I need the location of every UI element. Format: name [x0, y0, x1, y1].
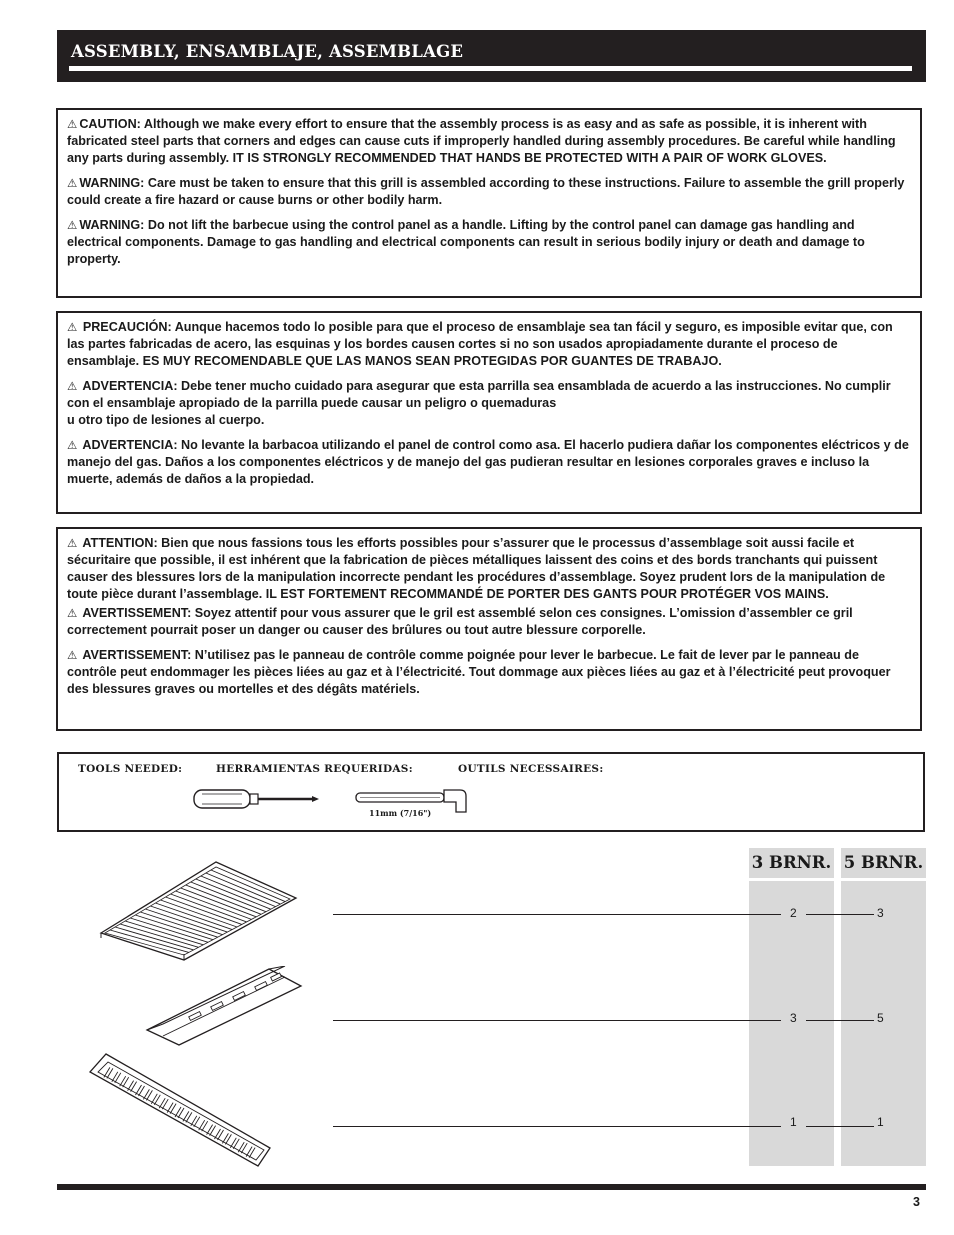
warning-box-spanish [56, 311, 922, 514]
column-header-5-burner: 5 BRNR. [841, 848, 926, 878]
qty-3-burner: 3 [790, 1011, 797, 1025]
warning-triangle-icon: ⚠ [67, 176, 78, 190]
warning-triangle-icon: ⚠ [67, 536, 78, 550]
caution-paragraph: ⚠ CAUTION: Although we make every effort to ensure that the assembly process is as easy and as safe as possible, it is inherent with fabricated steel parts that corners and edges can cause cuts if improperly handled during assembly procedures. Be careful while handling any parts during assembly. IT IS STRONGLY RECOMMENDED THAT HANDS BE PROTECTED WITH A PAIR OF WORK GLOVES. [67, 117, 896, 165]
qty-3-burner: 2 [790, 906, 797, 920]
leader-line [333, 1126, 781, 1127]
screwdriver-icon [192, 786, 322, 814]
page-number: 3 [913, 1195, 920, 1209]
attention-paragraph: ⚠ ATTENTION: Bien que nous fassions tous les efforts possibles pour s’assurer que le processus d’assemblage soit aussi facile et sécuritaire que possible, il est inhérent que la fabrication de pièces métalliques laissent des coins et des bords tranchants qui puissent causer des blessures lors de la manipulation incorrecte pendant les procédures d’assemblage. Soyez prudent lors de la manipulation de toute pièce durant l’assemblage. IL EST FORTEMENT RECOMMANDÉ DE PORTER DES GANTS POUR PROTÉGER VOS MAINS. [67, 536, 886, 601]
precaucion-paragraph: ⚠ PRECAUCIÓN: Aunque hacemos todo lo posible para que el proceso de ensamblaje sea tan fácil y seguro, es imposible evitar que, con las partes fabricadas de acero, las esquinas y los bordes causen cortes si no son usados apropiadamente durante el proceso de ensamblaje. ES MUY RECOMENDABLE QUE LAS MANOS SEAN PROTEGIDAS POR GUANTES DE TRABAJO. [67, 320, 893, 368]
column-header-3-burner: 3 BRNR. [749, 848, 834, 878]
tools-label-fr: OUTILS NECESSAIRES: [458, 763, 604, 775]
warning-triangle-icon: ⚠ [67, 606, 78, 620]
qty-5-burner: 1 [877, 1115, 884, 1129]
footer-rule [57, 1184, 926, 1190]
header-rule [69, 66, 912, 71]
warning-box-english [56, 108, 922, 298]
warning-triangle-icon: ⚠ [67, 218, 78, 232]
qty-5-burner: 3 [877, 906, 884, 920]
warning-paragraph: ⚠ WARNING: Do not lift the barbecue using the control panel as a handle. Lifting by the control panel can damage gas handling and electrical components. Damage to gas handling and electrical components can result in serious bodily injury or death and damage to property. [67, 218, 865, 266]
warning-triangle-icon: ⚠ [67, 438, 78, 452]
advertencia-paragraph: ⚠ ADVERTENCIA: Debe tener mucho cuidado para asegurar que esta parrilla sea ensamblada de acuerdo a las instrucciones. No cumplir con el ensamblaje apropiado de la parrilla puede causar un peligro o quemaduras u otro tipo de lesiones al cuerpo. [67, 379, 891, 427]
qty-3-burner: 1 [790, 1115, 797, 1129]
leader-line [806, 914, 874, 915]
tools-needed-box [57, 752, 925, 832]
warning-triangle-icon: ⚠ [67, 379, 78, 393]
warning-triangle-icon: ⚠ [67, 117, 78, 131]
warming-rack-icon [86, 1050, 276, 1172]
avertissement-paragraph: ⚠ AVERTISSEMENT: Soyez attentif pour vous assurer que le gril est assemblé selon ces consignes. L’omission d’assembler ce gril correctement pourrait poser un danger ou causer des brûlures ou tout autre blessure corporelle. [67, 606, 853, 637]
warning-triangle-icon: ⚠ [67, 648, 78, 662]
warning-triangle-icon: ⚠ [67, 320, 78, 334]
advertencia-paragraph: ⚠ ADVERTENCIA: No levante la barbacoa utilizando el panel de control como asa. El hacerlo pudiera dañar los componentes eléctricos y de manejo del gas. Daños a los componentes eléctricos y de manejo del gas pudieran resultar en lesiones corporales graves e incluso la muerte, además de daños a la propiedad. [67, 438, 909, 486]
tools-label-es: HERRAMIENTAS REQUERIDAS: [216, 763, 413, 775]
leader-line [806, 1020, 874, 1021]
flame-tamer-icon [143, 966, 305, 1048]
leader-line [333, 914, 781, 915]
cooking-grid-icon [96, 858, 301, 963]
leader-line [333, 1020, 781, 1021]
tools-label-en: TOOLS NEEDED: [78, 763, 183, 775]
leader-line [806, 1126, 874, 1127]
page-title: ASSEMBLY, ENSAMBLAJE, ASSEMBLAGE [71, 42, 464, 61]
qty-5-burner: 5 [877, 1011, 884, 1025]
wrench-size-label: 11mm (7/16") [369, 808, 432, 818]
warning-paragraph: ⚠ WARNING: Care must be taken to ensure that this grill is assembled according to these instructions. Failure to assemble the grill properly could create a fire hazard or cause burns or other bodily harm. [67, 176, 905, 207]
section-header [57, 30, 926, 82]
warning-box-french [56, 527, 922, 731]
avertissement-paragraph: ⚠ AVERTISSEMENT: N’utilisez pas le panneau de contrôle comme poignée pour lever le barbecue. Le fait de lever par le panneau de contrôle peut endommager les pièces liées au gaz et à l’électricité. Tout dommage aux pièces liées au gaz et à l’électricité peut provoquer des blessures graves ou mortelles et des dégâts matériels. [67, 648, 891, 696]
